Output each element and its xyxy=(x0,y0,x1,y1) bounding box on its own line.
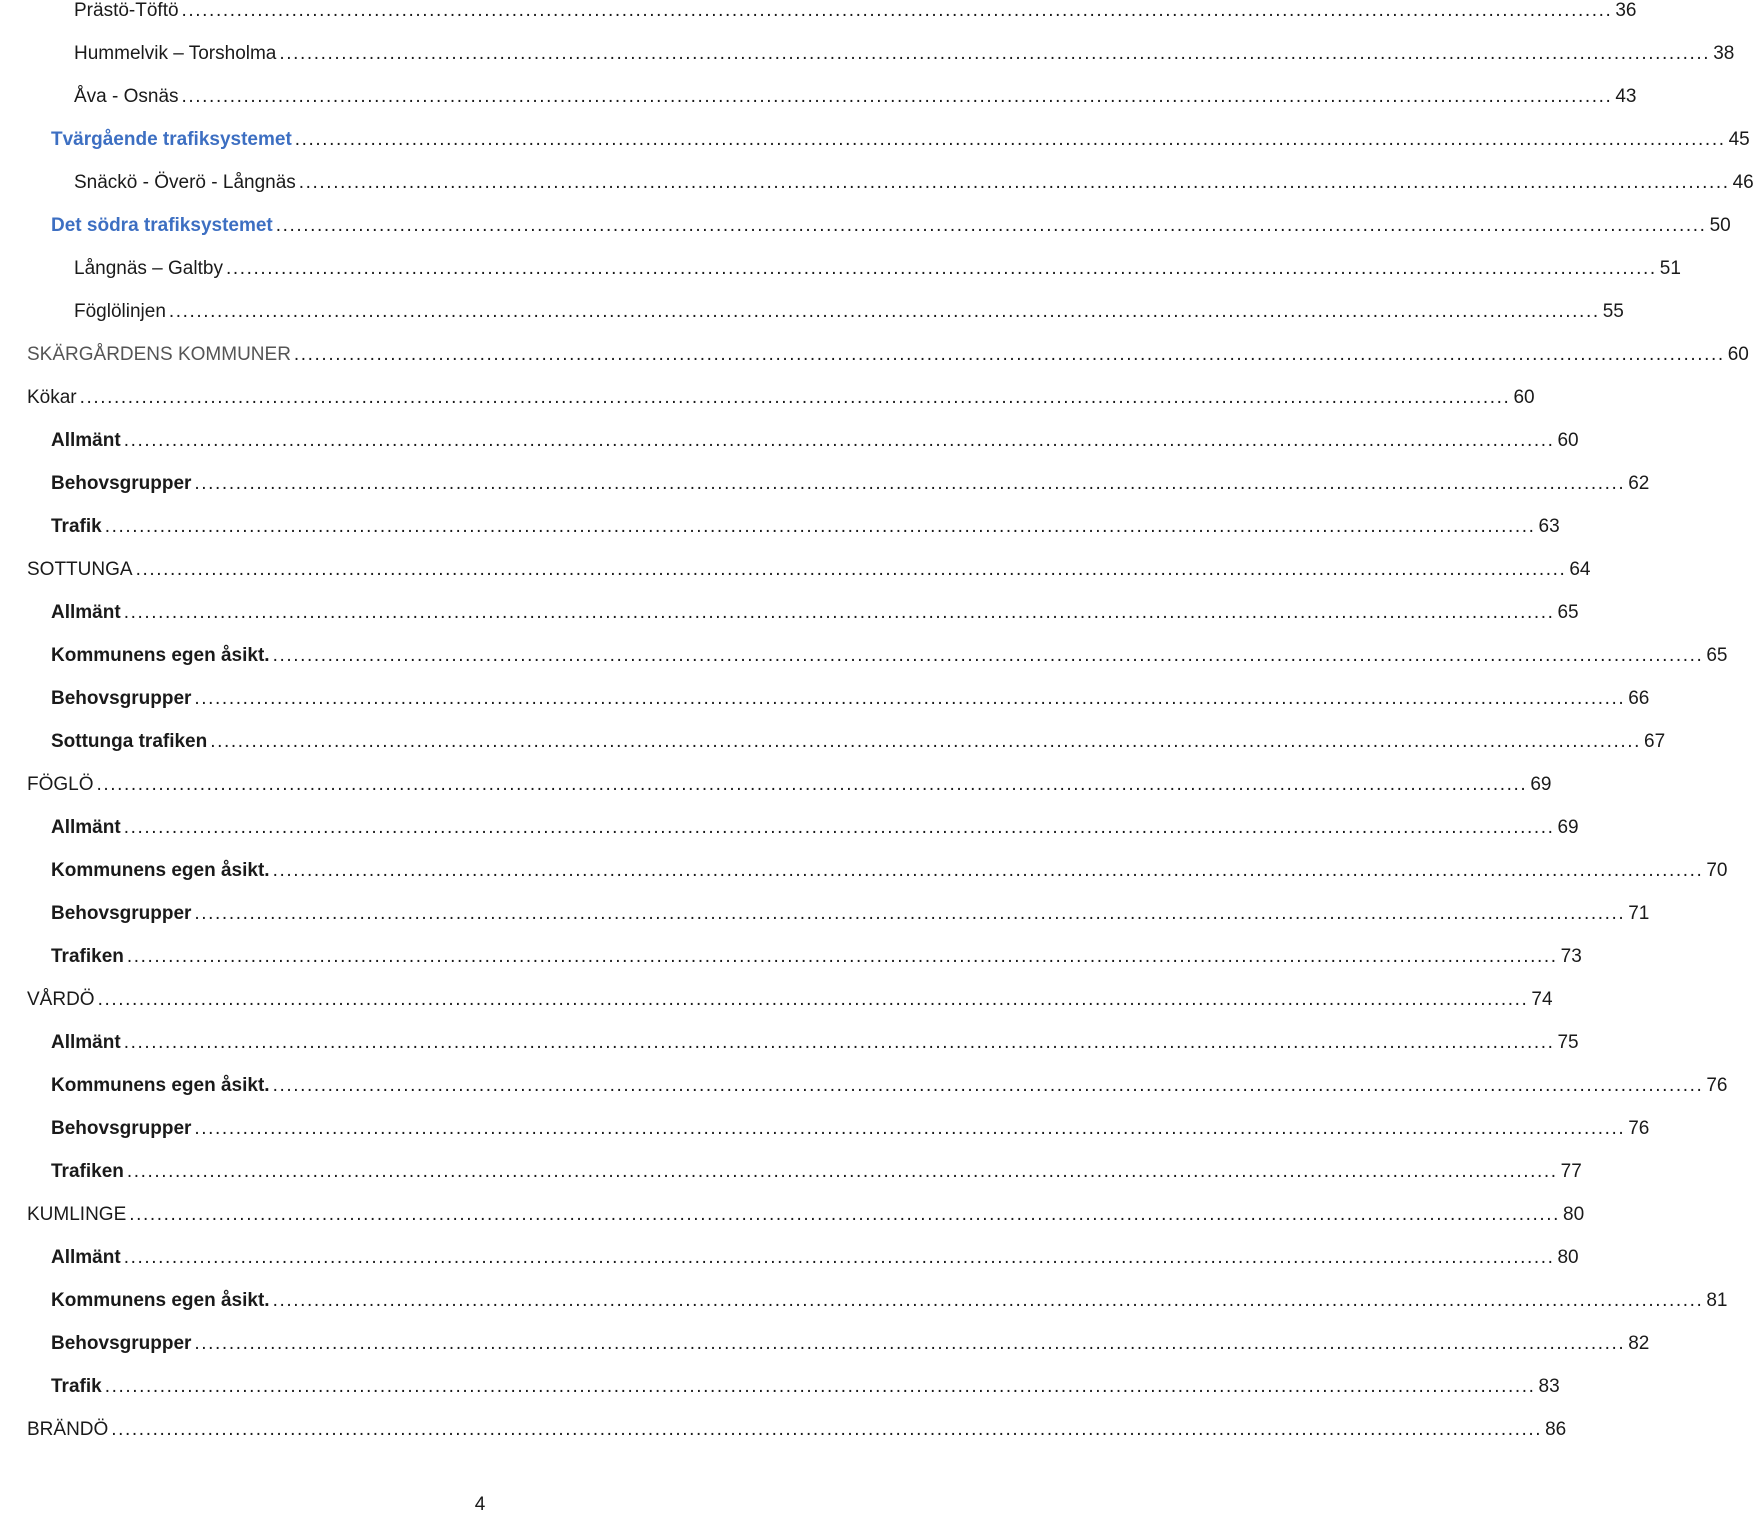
toc-entry-page: 36 xyxy=(1615,0,1637,21)
toc-entry-page: 51 xyxy=(1659,258,1681,279)
toc-entry[interactable] xyxy=(51,512,1560,542)
toc-entry-page: 67 xyxy=(1644,731,1666,752)
toc-leader-dots: ................................................................................................................................................................................................................ xyxy=(210,731,1642,752)
toc-leader-dots: ................................................................................................................................................................................................................ xyxy=(272,1075,1704,1096)
toc-entry[interactable] xyxy=(51,727,1666,757)
toc-leader-dots: ................................................................................................................................................................................................................ xyxy=(104,1376,1536,1397)
toc-entry-page: 64 xyxy=(1569,559,1591,580)
toc-entry-label: Trafik xyxy=(51,1376,102,1397)
toc-leader-dots: ................................................................................................................................................................................................................ xyxy=(272,860,1704,881)
page-number: 4 xyxy=(474,1494,486,1515)
toc-entry-label: Prästö-Töftö xyxy=(74,0,179,21)
toc-leader-dots: ................................................................................................................................................................................................................ xyxy=(225,258,1657,279)
toc-leader-dots: ................................................................................................................................................................................................................ xyxy=(279,43,1711,64)
toc-entry[interactable] xyxy=(51,942,1582,972)
toc-entry-label: Behovsgrupper xyxy=(51,1333,192,1354)
toc-leader-dots: ................................................................................................................................................................................................................ xyxy=(181,86,1613,107)
toc-leader-dots: ................................................................................................................................................................................................................ xyxy=(272,645,1704,666)
toc-leader-dots: ................................................................................................................................................................................................................ xyxy=(123,1032,1555,1053)
toc-entry-label: Hummelvik – Torsholma xyxy=(74,43,277,64)
toc-entry[interactable] xyxy=(51,598,1579,628)
toc-entry-page: 82 xyxy=(1628,1333,1650,1354)
toc-entry-page: 62 xyxy=(1628,473,1650,494)
toc-leader-dots: ................................................................................................................................................................................................................ xyxy=(293,344,1725,365)
toc-entry-label: Trafiken xyxy=(51,1161,124,1182)
toc-entry[interactable] xyxy=(27,383,1535,413)
toc-leader-dots: ................................................................................................................................................................................................................ xyxy=(194,903,1626,924)
toc-leader-dots: ................................................................................................................................................................................................................ xyxy=(129,1204,1561,1225)
toc-entry-page: 63 xyxy=(1538,516,1560,537)
toc-entry-label: Behovsgrupper xyxy=(51,903,192,924)
toc-entry-label: Långnäs – Galtby xyxy=(74,258,223,279)
toc-entry-label: KUMLINGE xyxy=(27,1204,127,1225)
toc-entry-label: Allmänt xyxy=(51,1032,121,1053)
toc-leader-dots: ................................................................................................................................................................................................................ xyxy=(111,1419,1543,1440)
toc-entry-label: FÖGLÖ xyxy=(27,774,94,795)
toc-entry-page: 69 xyxy=(1557,817,1579,838)
toc-entry-label: SOTTUNGA xyxy=(27,559,133,580)
toc-entry-label: SKÄRGÅRDENS KOMMUNER xyxy=(27,344,291,365)
toc-entry[interactable] xyxy=(51,125,1750,155)
toc-entry-page: 74 xyxy=(1531,989,1553,1010)
toc-entry[interactable] xyxy=(74,297,1624,327)
toc-entry-label: Behovsgrupper xyxy=(51,688,192,709)
toc-entry-label: Kökar xyxy=(27,387,77,408)
toc-entry-label: Sottunga trafiken xyxy=(51,731,208,752)
toc-entry-label: Kommunens egen åsikt. xyxy=(51,1290,270,1311)
toc-entry-label: Trafik xyxy=(51,516,102,537)
toc-entry-page: 38 xyxy=(1713,43,1735,64)
toc-entry[interactable] xyxy=(51,1028,1579,1058)
toc-entry-page: 83 xyxy=(1538,1376,1560,1397)
toc-entry-label: Det södra trafiksystemet xyxy=(51,215,273,236)
toc-entry-page: 43 xyxy=(1615,86,1637,107)
toc-entry-page: 80 xyxy=(1563,1204,1585,1225)
toc-entry-page: 46 xyxy=(1732,172,1754,193)
toc-leader-dots: ................................................................................................................................................................................................................ xyxy=(168,301,1600,322)
toc-leader-dots: ................................................................................................................................................................................................................ xyxy=(272,1290,1704,1311)
toc-entry-label: Kommunens egen åsikt. xyxy=(51,645,270,666)
toc-leader-dots: ................................................................................................................................................................................................................ xyxy=(181,0,1613,21)
toc-entry[interactable] xyxy=(27,555,1591,585)
toc-entry[interactable] xyxy=(51,1372,1560,1402)
toc-entry[interactable] xyxy=(51,211,1731,241)
toc-entry-label: Allmänt xyxy=(51,1247,121,1268)
toc-entry-page: 60 xyxy=(1513,387,1535,408)
toc-entry-page: 86 xyxy=(1545,1419,1567,1440)
toc-entry[interactable] xyxy=(51,856,1728,886)
toc-leader-dots: ................................................................................................................................................................................................................ xyxy=(194,1118,1626,1139)
toc-entry-label: Åva - Osnäs xyxy=(74,86,179,107)
toc-entry-page: 80 xyxy=(1557,1247,1579,1268)
toc-entry-page: 60 xyxy=(1557,430,1579,451)
toc-entry-label: Behovsgrupper xyxy=(51,1118,192,1139)
toc-entry-label: Allmänt xyxy=(51,430,121,451)
toc-entry-label: Kommunens egen åsikt. xyxy=(51,1075,270,1096)
toc-entry-page: 65 xyxy=(1706,645,1728,666)
toc-leader-dots: ................................................................................................................................................................................................................ xyxy=(123,430,1555,451)
toc-entry[interactable] xyxy=(27,340,1749,370)
toc-entry[interactable] xyxy=(51,1071,1728,1101)
toc-entry-page: 50 xyxy=(1709,215,1731,236)
toc-entry-page: 60 xyxy=(1727,344,1749,365)
toc-entry[interactable] xyxy=(27,985,1553,1015)
toc-entry-page: 81 xyxy=(1706,1290,1728,1311)
toc-entry-page: 66 xyxy=(1628,688,1650,709)
toc-entry[interactable] xyxy=(51,1114,1650,1144)
toc-leader-dots: ................................................................................................................................................................................................................ xyxy=(123,817,1555,838)
toc-entry-page: 71 xyxy=(1628,903,1650,924)
toc-entry-label: Tvärgående trafiksystemet xyxy=(51,129,292,150)
toc-leader-dots: ................................................................................................................................................................................................................ xyxy=(275,215,1707,236)
toc-entry-page: 70 xyxy=(1706,860,1728,881)
toc-entry-label: Föglölinjen xyxy=(74,301,166,322)
toc-entry[interactable] xyxy=(51,684,1650,714)
toc-entry-label: BRÄNDÖ xyxy=(27,1419,109,1440)
toc-entry-label: Snäckö - Överö - Långnäs xyxy=(74,172,296,193)
toc-entry-page: 69 xyxy=(1530,774,1552,795)
toc-entry-page: 73 xyxy=(1560,946,1582,967)
toc-entry-page: 77 xyxy=(1560,1161,1582,1182)
toc-entry-label: Kommunens egen åsikt. xyxy=(51,860,270,881)
toc-entry[interactable] xyxy=(51,1329,1650,1359)
toc-entry-page: 75 xyxy=(1557,1032,1579,1053)
toc-leader-dots: ................................................................................................................................................................................................................ xyxy=(96,774,1528,795)
toc-leader-dots: ................................................................................................................................................................................................................ xyxy=(194,1333,1626,1354)
toc-entry-label: Trafiken xyxy=(51,946,124,967)
toc-entry-label: Allmänt xyxy=(51,602,121,623)
toc-entry[interactable] xyxy=(74,254,1681,284)
toc-leader-dots: ................................................................................................................................................................................................................ xyxy=(298,172,1730,193)
toc-leader-dots: ................................................................................................................................................................................................................ xyxy=(123,602,1555,623)
toc-entry[interactable] xyxy=(51,641,1728,671)
toc-leader-dots: ................................................................................................................................................................................................................ xyxy=(194,688,1626,709)
toc-entry[interactable] xyxy=(74,0,1637,26)
toc-entry[interactable] xyxy=(51,426,1579,456)
toc-entry[interactable] xyxy=(74,39,1735,69)
toc-entry[interactable] xyxy=(51,1243,1579,1273)
toc-leader-dots: ................................................................................................................................................................................................................ xyxy=(104,516,1536,537)
toc-entry-page: 76 xyxy=(1628,1118,1650,1139)
toc-entry[interactable] xyxy=(27,770,1552,800)
toc-entry-page: 45 xyxy=(1728,129,1750,150)
toc-leader-dots: ................................................................................................................................................................................................................ xyxy=(194,473,1626,494)
toc-leader-dots: ................................................................................................................................................................................................................ xyxy=(123,1247,1555,1268)
toc-entry[interactable] xyxy=(51,899,1650,929)
toc-entry[interactable] xyxy=(74,82,1637,112)
toc-entry-label: VÅRDÖ xyxy=(27,989,95,1010)
toc-entry[interactable] xyxy=(27,1415,1567,1445)
toc-entry-page: 55 xyxy=(1602,301,1624,322)
toc-entry-page: 65 xyxy=(1557,602,1579,623)
toc-entry-label: Allmänt xyxy=(51,817,121,838)
toc-entry-label: Behovsgrupper xyxy=(51,473,192,494)
toc-leader-dots: ................................................................................................................................................................................................................ xyxy=(126,1161,1558,1182)
toc-leader-dots: ................................................................................................................................................................................................................ xyxy=(294,129,1726,150)
toc-entry[interactable] xyxy=(51,469,1650,499)
toc-leader-dots: ................................................................................................................................................................................................................ xyxy=(79,387,1511,408)
toc-leader-dots: ................................................................................................................................................................................................................ xyxy=(97,989,1529,1010)
toc-entry[interactable] xyxy=(51,1286,1728,1316)
toc-entry[interactable] xyxy=(74,168,1754,198)
toc-leader-dots: ................................................................................................................................................................................................................ xyxy=(126,946,1558,967)
toc-leader-dots: ................................................................................................................................................................................................................ xyxy=(135,559,1567,580)
toc-entry[interactable] xyxy=(51,813,1579,843)
toc-entry[interactable] xyxy=(27,1200,1585,1230)
toc-entry-page: 76 xyxy=(1706,1075,1728,1096)
toc-entry[interactable] xyxy=(51,1157,1582,1187)
